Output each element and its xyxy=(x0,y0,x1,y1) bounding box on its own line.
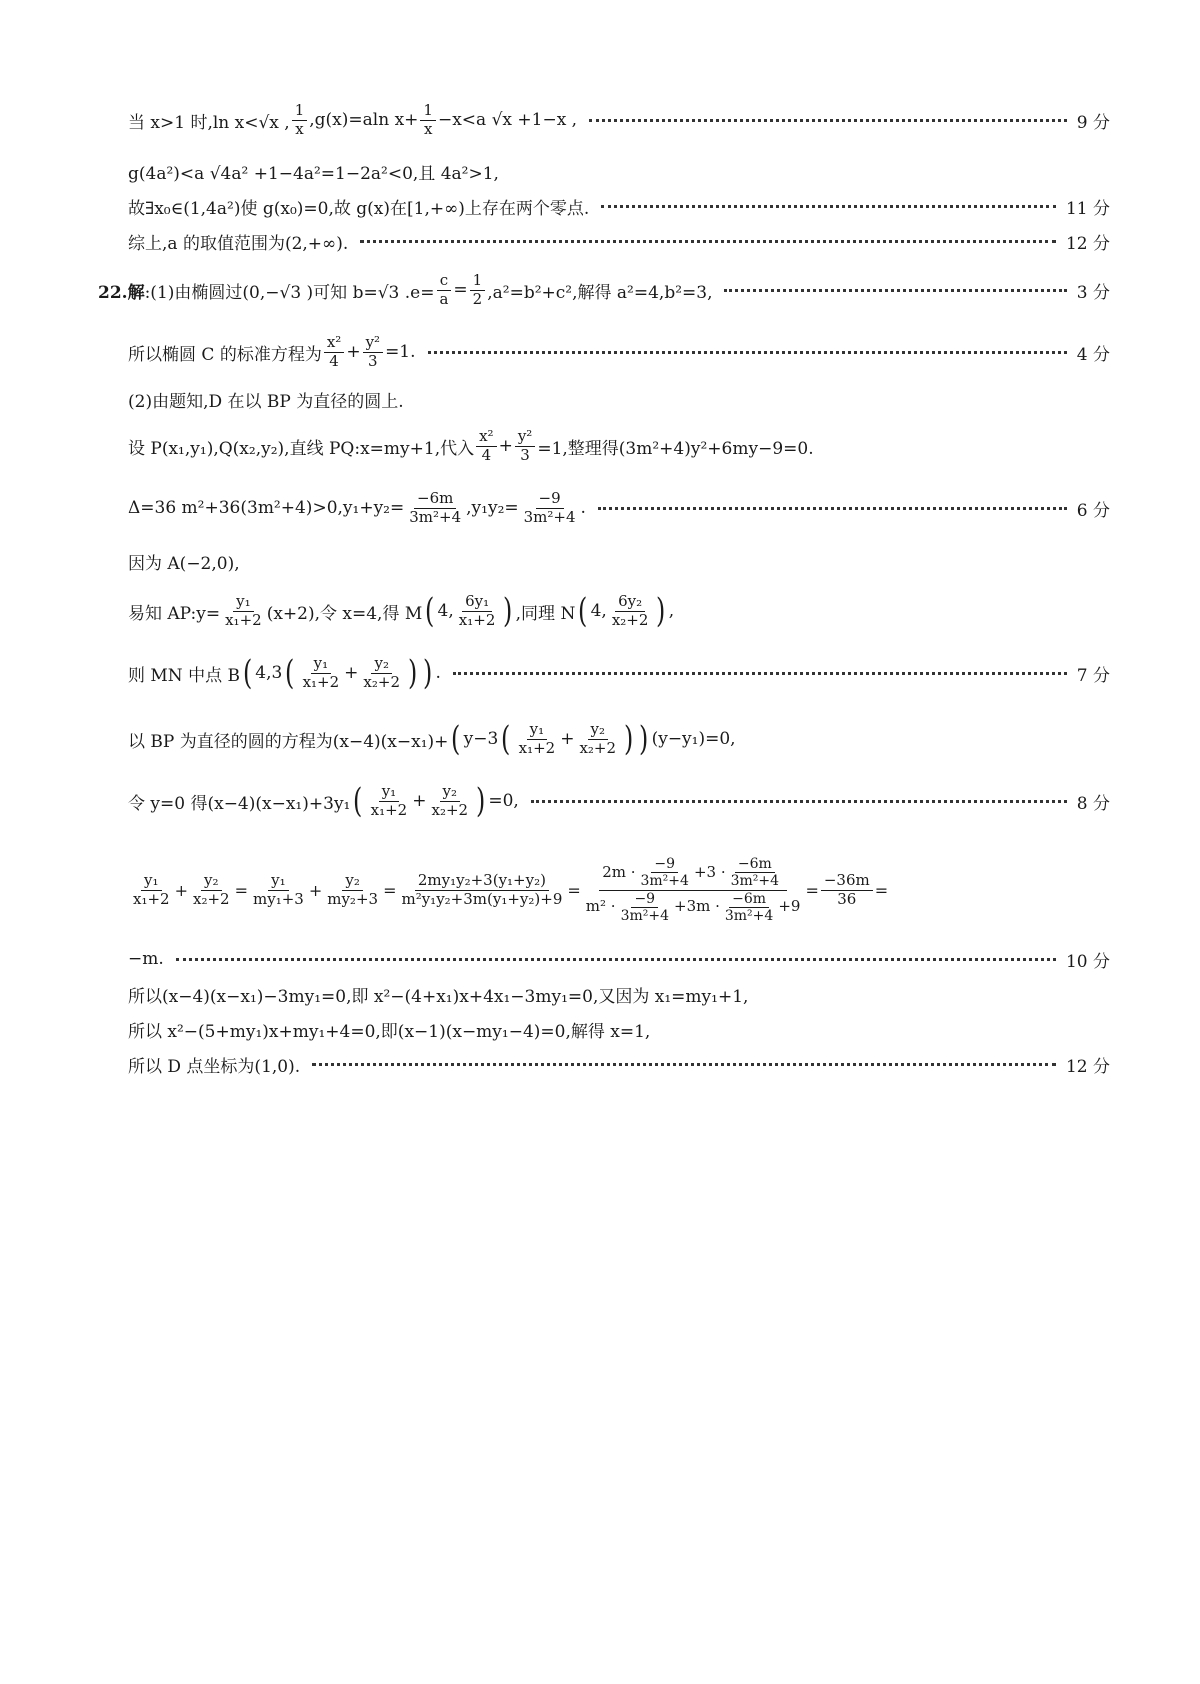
operator: = xyxy=(234,880,248,900)
dot-leader xyxy=(601,205,1056,208)
fraction: $\frac{1}{x}$ xyxy=(420,102,436,138)
line-3 xyxy=(128,191,1110,221)
fraction: $\frac{-9}{\text{3m²+4}}$ xyxy=(523,489,576,526)
text: =1. xyxy=(385,342,416,362)
text: ,a²=b²+c²,解得 a²=4,b²=3, xyxy=(487,282,713,303)
line-6 xyxy=(128,330,1110,374)
operator: = xyxy=(874,880,889,900)
line-10 xyxy=(128,546,1110,576)
text: . xyxy=(435,663,441,683)
fraction: $\frac{-9}{\text{3m²+4}}$ xyxy=(640,856,689,890)
left-paren: ( xyxy=(285,653,295,693)
right-paren: ) xyxy=(408,653,418,693)
dot-leader xyxy=(724,289,1066,292)
text: Δ=36 m²+36(3m²+4)>0,y₁+y₂= xyxy=(128,498,405,518)
line-15 xyxy=(128,842,1110,938)
fraction: $\frac{\text{y₂}}{\text{x₂+2}}$ xyxy=(363,654,401,691)
line-13 xyxy=(128,714,1110,764)
operator: = xyxy=(805,880,819,900)
score: 8 分 xyxy=(1076,793,1110,814)
compound-fraction: 2m · $\frac{-9}{\text{3m²+4}}$ +3 · $\frac{-6m}{\text{3m²+4}}$ m² · $\frac{-9}{\text{3m²+4}}$ +3m · $\frac{-6m}{\text{3m²+4}}$ +9 xyxy=(585,856,801,924)
score: 11 分 xyxy=(1065,198,1110,219)
text: −x<a √x +1−x , xyxy=(437,110,578,130)
text: :(1)由椭圆过(0,−√3 )可知 b=√3 .e= xyxy=(144,282,435,303)
fraction: $\frac{-9}{\text{3m²+4}}$ xyxy=(620,890,669,924)
text: 令 y=0 得(x−4)(x−x₁)+3y₁ xyxy=(128,793,351,814)
right-paren: ) xyxy=(423,653,433,693)
fraction: $\frac{\text{x²}}{4}$ xyxy=(476,428,496,464)
dot-leader xyxy=(176,958,1056,961)
text: . xyxy=(580,498,586,518)
score: 7 分 xyxy=(1076,665,1110,686)
line-7 xyxy=(128,384,1110,414)
line-4 xyxy=(128,226,1110,256)
fraction: $\frac{c}{a}$ xyxy=(436,272,451,308)
fraction: $\frac{\text{y₁}}{\text{my₁+3}}$ xyxy=(253,871,304,908)
line-17 xyxy=(128,979,1110,1009)
text: 因为 A(−2,0), xyxy=(128,553,240,574)
score: 12 分 xyxy=(1065,1056,1110,1077)
fraction: $\frac{\text{y₁}}{\text{x₁+2}}$ xyxy=(302,654,340,691)
text: 综上,a 的取值范围为(2,+∞). xyxy=(128,233,349,254)
text: =0, xyxy=(488,791,519,811)
text: 所以(x−4)(x−x₁)−3my₁=0,即 x²−(4+x₁)x+4x₁−3my₁=0,又因为 x₁=my₁+1, xyxy=(128,986,749,1007)
score: 4 分 xyxy=(1076,344,1110,365)
text: ,y₁y₂= xyxy=(466,498,519,518)
text: 以 BP 为直径的圆的方程为(x−4)(x−x₁)+ xyxy=(128,731,449,752)
text: (x+2),令 x=4,得 M xyxy=(266,603,423,624)
line-19 xyxy=(128,1049,1110,1079)
text: y−3 xyxy=(463,729,499,749)
line-9 xyxy=(128,484,1110,532)
fraction: $\frac{\text{6y₁}}{\text{x₁+2}}$ xyxy=(458,592,496,629)
fraction: $\frac{\text{2my₁y₂+3(y₁+y₂)}}{\text{m²y₁y₂+3m(y₁+y₂)+9}}$ xyxy=(401,871,563,908)
text: −m. xyxy=(128,949,164,969)
fraction: $\frac{\text{y₁}}{\text{x₁+2}}$ xyxy=(133,871,170,908)
text: , xyxy=(668,601,675,621)
left-paren: ( xyxy=(353,781,363,821)
operator: + xyxy=(174,880,188,900)
line-1 xyxy=(128,100,1110,140)
fraction: $\frac{1}{x}$ xyxy=(292,102,308,138)
left-paren: ( xyxy=(578,591,588,631)
line-16 xyxy=(128,944,1110,974)
left-paren: ( xyxy=(501,719,511,759)
text: + xyxy=(560,729,575,749)
fraction: $\frac{-6m}{\text{3m²+4}}$ xyxy=(724,890,774,924)
text: (2)由题知,D 在以 BP 为直径的圆上. xyxy=(128,391,404,412)
dot-leader xyxy=(312,1063,1056,1066)
fraction: $\frac{\text{y₂}}{\text{x₂+2}}$ xyxy=(193,871,230,908)
dot-leader xyxy=(589,119,1067,122)
text: ,同理 N xyxy=(515,603,576,624)
operator: = xyxy=(567,880,581,900)
fraction: $\frac{\text{x²}}{4}$ xyxy=(324,334,344,370)
right-paren: ) xyxy=(503,591,513,631)
score: 3 分 xyxy=(1076,282,1110,303)
fraction: $\frac{\text{y₁}}{\text{x₁+2}}$ xyxy=(225,592,262,629)
line-5 xyxy=(98,270,1110,310)
line-11 xyxy=(128,586,1110,636)
text: 则 MN 中点 B xyxy=(128,665,240,686)
text: 所以 x²−(5+my₁)x+my₁+4=0,即(x−1)(x−my₁−4)=0,解得 x=1, xyxy=(128,1021,651,1042)
text: 当 x>1 时,ln x<√x , xyxy=(128,112,290,133)
text: = xyxy=(453,280,468,300)
right-paren: ) xyxy=(656,591,666,631)
dot-leader xyxy=(598,507,1067,510)
line-12 xyxy=(128,648,1110,698)
fraction: $\frac{\text{y²}}{3}$ xyxy=(515,428,536,464)
line-14 xyxy=(128,776,1110,826)
text: 所以椭圆 C 的标准方程为 xyxy=(128,344,322,365)
score: 9 分 xyxy=(1076,112,1110,133)
text: 设 P(x₁,y₁),Q(x₂,y₂),直线 PQ:x=my+1,代入 xyxy=(128,438,475,459)
text: + xyxy=(498,436,513,456)
text: 所以 D 点坐标为(1,0). xyxy=(128,1056,301,1077)
dot-leader xyxy=(360,240,1056,243)
fraction: $\frac{\text{6y₂}}{\text{x₂+2}}$ xyxy=(611,592,649,629)
score: 10 分 xyxy=(1065,951,1110,972)
text: =1,整理得(3m²+4)y²+6my−9=0. xyxy=(537,438,814,459)
fraction: $\frac{1}{2}$ xyxy=(470,272,486,308)
operator: = xyxy=(383,880,397,900)
fraction: $\frac{-36m}{36}$ xyxy=(821,872,873,908)
dot-leader xyxy=(531,800,1067,803)
text: + xyxy=(346,342,361,362)
left-paren: ( xyxy=(242,653,253,693)
left-paren: ( xyxy=(425,591,435,631)
question-label: 22.解 xyxy=(98,282,145,303)
text: ,g(x)=aln x+ xyxy=(309,110,419,130)
right-paren: ) xyxy=(624,719,634,759)
fraction: $\frac{\text{y₁}}{\text{x₁+2}}$ xyxy=(518,720,556,757)
dot-leader xyxy=(428,351,1067,354)
fraction: $\frac{-6m}{\text{3m²+4}}$ xyxy=(730,856,780,890)
dot-leader xyxy=(453,672,1067,675)
fraction: $\frac{\text{y₂}}{\text{x₂+2}}$ xyxy=(579,720,617,757)
text: 4,3 xyxy=(255,663,283,683)
right-paren: ) xyxy=(476,781,486,821)
fraction: $\frac{\text{y₂}}{\text{my₂+3}}$ xyxy=(327,871,379,908)
text: (y−y₁)=0, xyxy=(651,729,736,749)
fraction: $\frac{\text{y²}}{3}$ xyxy=(363,334,384,370)
text: 4, xyxy=(590,601,607,621)
text: + xyxy=(412,791,427,811)
left-paren: ( xyxy=(451,719,461,759)
score: 12 分 xyxy=(1065,233,1110,254)
line-18 xyxy=(128,1014,1110,1044)
score: 6 分 xyxy=(1076,500,1110,521)
text: 4, xyxy=(437,601,454,621)
text: g(4a²)<a √4a² +1−4a²=1−2a²<0,且 4a²>1, xyxy=(128,163,499,184)
line-2 xyxy=(128,156,1110,186)
line-8 xyxy=(128,424,1110,468)
fraction: $\frac{\text{y₁}}{\text{x₁+2}}$ xyxy=(370,782,408,819)
fraction: $\frac{\text{y₂}}{\text{x₂+2}}$ xyxy=(431,782,469,819)
text: 故∃x₀∈(1,4a²)使 g(x₀)=0,故 g(x)在[1,+∞)上存在两个零点. xyxy=(128,198,590,219)
operator: + xyxy=(308,880,323,900)
right-paren: ) xyxy=(639,719,649,759)
fraction: $\frac{-6m}{\text{3m²+4}}$ xyxy=(409,489,462,526)
text: 易知 AP:y= xyxy=(128,603,221,624)
text: + xyxy=(344,663,359,683)
